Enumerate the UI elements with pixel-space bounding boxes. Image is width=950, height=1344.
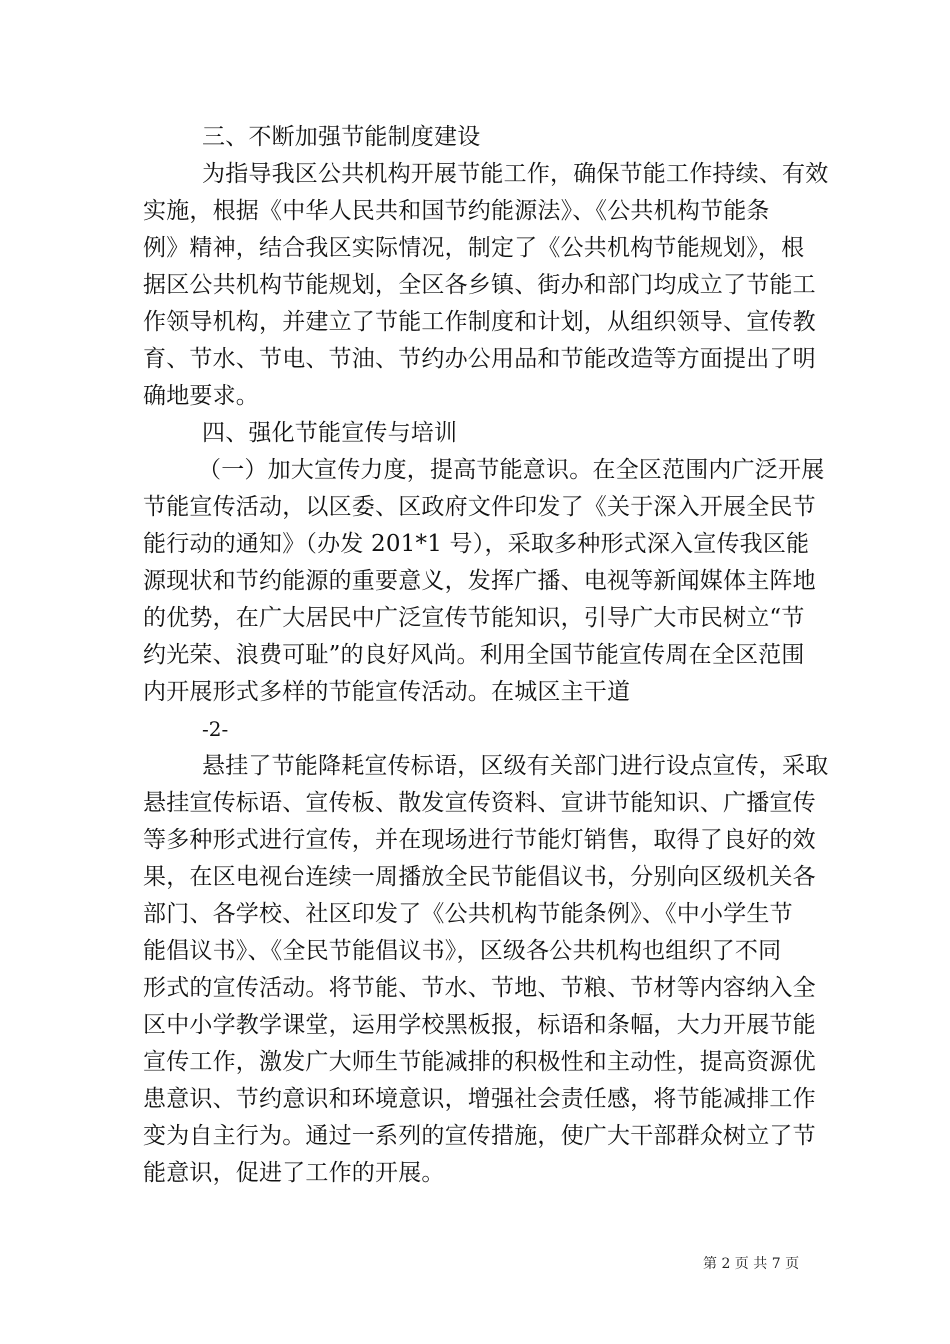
paragraph-line: 作领导机构，并建立了节能工作制度和计划，从组织领导、宣传教 xyxy=(143,309,816,335)
paragraph-line: 据区公共机构节能规划，全区各乡镇、街办和部门均成立了节能工 xyxy=(143,272,816,298)
paragraph-line: 约光荣、浪费可耻”的良好风尚。利用全国节能宣传周在全区范围 xyxy=(143,642,805,668)
section-heading-4: 四、强化节能宣传与培训 xyxy=(202,420,458,446)
paragraph-line: 例》精神，结合我区实际情况，制定了《公共机构节能规划》，根 xyxy=(143,235,805,261)
paragraph-line: 部门、各学校、社区印发了《公共机构节能条例》、《中小学生节 xyxy=(143,901,793,927)
paragraph-line: 变为自主行为。通过一系列的宣传措施，使广大干部群众树立了节 xyxy=(143,1123,816,1149)
paragraph-line: 等多种形式进行宣传，并在现场进行节能灯销售，取得了良好的效 xyxy=(143,827,816,853)
paragraph-line: 悬挂了节能降耗宣传标语，区级有关部门进行设点宣传，采取 xyxy=(202,753,829,779)
paragraph-line: 果，在区电视台连续一周播放全民节能倡议书，分别向区级机关各 xyxy=(143,864,816,890)
page-footer: 第 2 页 共 7 页 xyxy=(703,1256,800,1272)
paragraph-line: 宣传工作，激发广大师生节能减排的积极性和主动性，提高资源优 xyxy=(143,1049,816,1075)
paragraph-line: 悬挂宣传标语、宣传板、散发宣传资料、宣讲节能知识、广播宣传 xyxy=(143,790,816,816)
paragraph-line: 实施，根据《中华人民共和国节约能源法》、《公共机构节能条 xyxy=(143,198,770,224)
paragraph-line: 形式的宣传活动。将节能、节水、节地、节粮、节材等内容纳入全 xyxy=(143,975,816,1001)
paragraph-line: 为指导我区公共机构开展节能工作，确保节能工作持续、有效 xyxy=(202,161,829,187)
paragraph-line: 区中小学教学课堂，运用学校黑板报，标语和条幅，大力开展节能 xyxy=(143,1012,816,1038)
paragraph-line: 的优势，在广大居民中广泛宣传节能知识，引导广大市民树立“节 xyxy=(143,605,805,631)
section-heading-3: 三、不断加强节能制度建设 xyxy=(202,124,481,150)
paragraph-line: 患意识、节约意识和环境意识，增强社会责任感，将节能减排工作 xyxy=(143,1086,816,1112)
paragraph-line: 源现状和节约能源的重要意义，发挥广播、电视等新闻媒体主阵地 xyxy=(143,568,816,594)
paragraph-line: 能行动的通知》（办发 201*1 号），采取多种形式深入宣传我区能 xyxy=(143,531,810,557)
paragraph-line: 内开展形式多样的节能宣传活动。在城区主干道 xyxy=(143,679,631,705)
paragraph-line: 节能宣传活动，以区委、区政府文件印发了《关于深入开展全民节 xyxy=(143,494,816,520)
paragraph-line: （一）加大宣传力度，提高节能意识。在全区范围内广泛开展 xyxy=(198,457,825,483)
paragraph-line: 能意识，促进了工作的开展。 xyxy=(143,1160,445,1186)
paragraph-line: 能倡议书》、《全民节能倡议书》，区级各公共机构也组织了不同 xyxy=(143,938,782,964)
paragraph-line: 确地要求。 xyxy=(143,383,259,409)
paragraph-line: 育、节水、节电、节油、节约办公用品和节能改造等方面提出了明 xyxy=(143,346,816,372)
page-number-marker: -2- xyxy=(202,717,229,741)
